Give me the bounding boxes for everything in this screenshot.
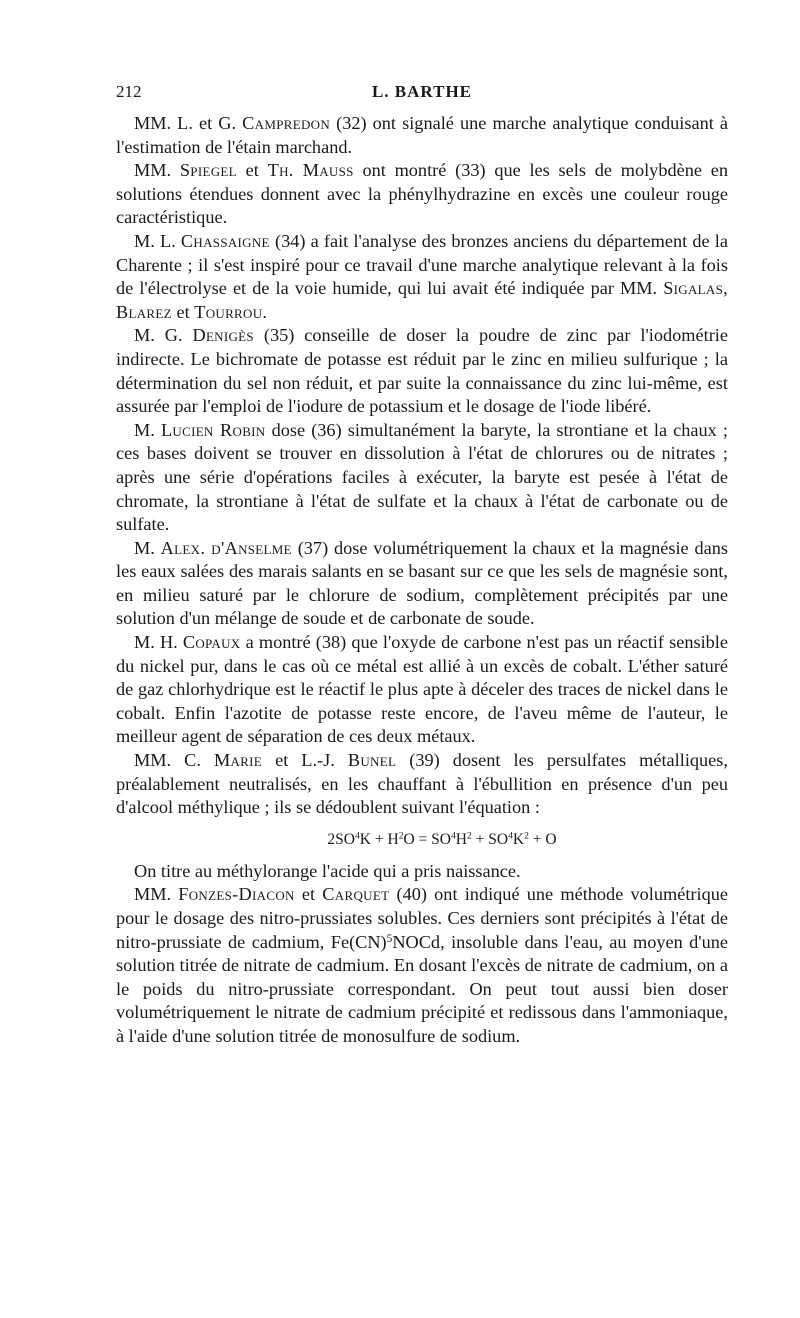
paragraph-fonzes-diacon: MM. Fonzes-Diacon et Carquet (40) ont indiqué une méthode volumétrique pour le dosage des nitro-prussiates solubles. Ces derniers sont précipités à l'état de nitro-prussiate de cadmium, Fe(CN)$^5$NOCd, insoluble dans l'eau, au moyen d'une solution titrée de nitrate de cadmium. En dosant l'excès de nitrate de cadmium, on a le poids du nitro-prussiate correspondant. On peut tout aussi bien doser volumétriquement le nitrate de cadmium précipité et redissous dans l'ammoniaque, à l'aide d'une solution titrée de monosulfure de sodium. — [116, 884, 729, 1046]
paragraph-anselme: M. Alex. d'Anselme (37) dose volumétriquement la chaux et la magnésie dans les eaux salées des marais salants en se basant sur ce que les sels de magnésie sont, en milieu saturé par le chlorure de sodium, complètement précipités par une solution d'un mélange de soude et de carbonate de soude. — [116, 537, 728, 629]
paragraph-campredon: MM. L. et G. Campredon (32) ont signalé une marche analytique conduisant à l'estimation de l'étain marchand. — [116, 113, 728, 157]
page-number: 212 — [116, 82, 142, 101]
running-head — [116, 82, 728, 112]
page — [116, 82, 728, 1049]
running-title: L. BARTHE — [371, 82, 473, 101]
paragraph-chassaigne: M. L. Chassaigne (34) a fait l'analyse des bronzes anciens du département de la Charente ; il s'est inspiré pour ce travail d'une marche analytique relevant à la fois de l'électrolyse et de la voie humide, qui lui avait été indiquée par MM. Sigalas, Blarez et Tourrou. — [116, 230, 728, 322]
paragraph-methylorange: On titre au méthylorange l'acide qui a pris naissance. — [134, 860, 521, 881]
paragraph-marie-bunel: MM. C. Marie et L.-J. Bunel (39) dosent les persulfates métalliques, préalablement neutralisés, en les chauffant à l'ébullition en présence d'un peu d'alcool méthylique ; ils se dédoublent suivant l'équation : — [116, 750, 728, 818]
paragraph-spiegel-mauss: MM. Spiegel et Th. Mauss ont montré (33) que les sels de molybdène en solutions étendues donnent avec la phénylhydrazine en excès une couleur rouge caractéristique. — [116, 160, 728, 228]
paragraph-robin: M. Lucien Robin dose (36) simultanément la baryte, la strontiane et la chaux ; ces bases doivent se trouver en dissolution à l'état de chlorures ou de nitrates ; après une série d'opérations faciles à exécuter, la baryte est pesée à l'état de chromate, la strontiane à l'état de sulfate et la chaux à l'état de carbonate ou de sulfate. — [116, 419, 729, 535]
persulfate-equation: $2SO^4K + H^2O = SO^4H^2 + SO^4K^2 + O$ — [327, 830, 557, 848]
paragraph-copaux: M. H. Copaux a montré (38) que l'oxyde de carbone n'est pas un réactif sensible du nickel pur, dans le cas où ce métal est allié à un excès de cobalt. L'éther saturé de gaz chlorhydrique est le réactif le plus apte à déceler des traces de nickel dans le cobalt. Enfin l'azotite de potasse reste encore, de l'aveu même de l'auteur, le meilleur agent de séparation de ces deux métaux. — [116, 632, 728, 747]
paragraph-deniges: M. G. Denigès (35) conseille de doser la poudre de zinc par l'iodométrie indirecte. Le bichromate de potasse est réduit par le zinc en milieu sulfurique ; la détermination du sel non réduit, et par suite la connaissance du zinc lui-même, est assurée par l'emploi de l'iodure de potassium et le dosage de l'iode libéré. — [116, 325, 728, 417]
